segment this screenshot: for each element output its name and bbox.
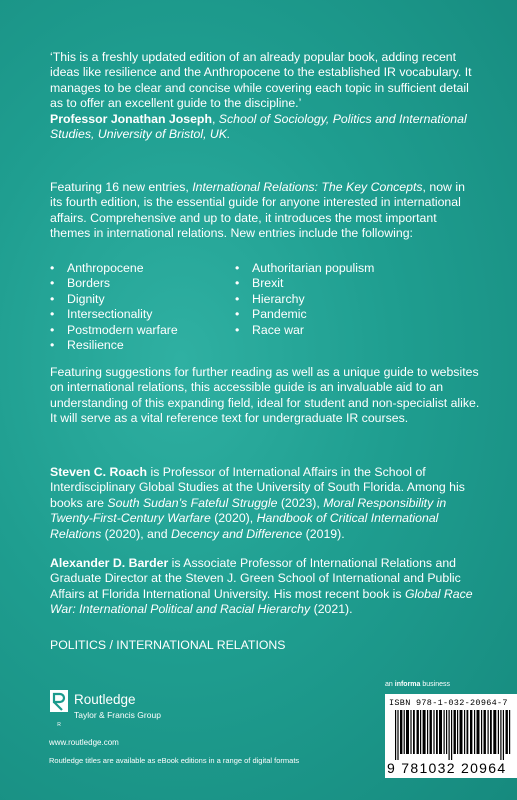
bullet-icon: • xyxy=(235,261,240,275)
description xyxy=(50,180,480,242)
endorser-name: Professor Jonathan Joseph xyxy=(50,111,212,126)
bullet-icon: • xyxy=(50,322,55,337)
featuring-paragraph: Featuring suggestions for further reading as well as a unique guide to websites on international relations, this accessible guide is an invaluable aid to an understanding of this expanding field, ideal for student and non-specialist alike. It will serve as a vital reference text for undergraduate IR courses. xyxy=(50,365,480,426)
book-title: Global Race War: International Political and Racial Hierarchy xyxy=(50,586,473,617)
endorsement-quote: ‘This is a freshly updated edition of an already popular book, adding recent ideas like resilience and the Anthropocene to the established IR vocabulary. It manages to be clear and concise while covering each topic in sufficient detail as to offer an excellent guide to the discipline.’ xyxy=(50,50,472,111)
bullet-icon: • xyxy=(50,261,55,275)
publisher-name: Routledge xyxy=(74,692,136,707)
list-item: • Anthropocene xyxy=(50,261,144,275)
book-title: Moral Responsibility in Twenty-First-Century Warfare xyxy=(50,495,447,526)
publisher-logo xyxy=(49,688,229,738)
book-title: Handbook of Critical International Relations xyxy=(50,511,439,541)
bullet-icon: • xyxy=(235,322,240,337)
list-item: • Authoritarian populism xyxy=(235,261,375,275)
isbn-barcode xyxy=(385,694,517,778)
bullet-icon: • xyxy=(235,307,240,322)
description-rest: , now in its fourth edition, is the essential guide for anyone interested in international affairs. Comprehensive and up to date, it introduces the most important themes in international relations. New entries include the following: xyxy=(50,180,465,241)
bullet-icon: • xyxy=(50,276,55,291)
author-bio-barder: Alexander D. Barder is Associate Professor of International Relations and Graduate Director at the Steven J. Green School of International and Public Affairs at Florida International University. His most recent book is Global Race War: International Political and Racial Hierarchy (2021). xyxy=(50,556,473,617)
bullet-icon: • xyxy=(235,276,240,291)
list-item: • Resilience xyxy=(50,338,124,353)
entries-right-column xyxy=(235,261,420,353)
author-name: Alexander D. Barder xyxy=(50,556,169,570)
list-item: • Race war xyxy=(235,322,304,337)
book-title: International Relations: The Key Concepts xyxy=(192,180,423,194)
endorsement: ‘This is a freshly updated edition of an already popular book, adding recent ideas like resilience and the Anthropocene to the established IR vocabulary. It manages to be clear and concise while covering each topic in sufficient detail as to offer an excellent guide to the discipline.’ Professor Jonathan Joseph, School of Sociology, Politics and International Studies, University of Bristol, UK. xyxy=(50,50,472,142)
description-lead: Featuring 16 new entries, xyxy=(50,180,189,194)
new-entries-list xyxy=(50,261,480,353)
entries-left-column xyxy=(50,261,235,353)
list-item: • Hierarchy xyxy=(235,291,305,306)
list-item: • Borders xyxy=(50,276,111,291)
list-item: • Brexit xyxy=(235,276,284,291)
bullet-icon: • xyxy=(235,291,240,306)
barcode-icon xyxy=(395,710,513,760)
ebook-note: Routledge titles are available as eBook editions in a range of digital formats xyxy=(49,756,300,765)
book-title: South Sudan’s Fateful Struggle xyxy=(107,495,278,510)
list-item: • Pandemic xyxy=(235,307,307,322)
bullet-icon: • xyxy=(50,291,55,306)
isbn-label: ISBN 978-1-032-20964-7 xyxy=(389,698,508,708)
informa-tagline: an informa business xyxy=(385,681,451,688)
endorser-affiliation: School of Sociology, Politics and International Studies, University of Bristol, UK. xyxy=(50,111,467,142)
list-item: • Dignity xyxy=(50,291,105,306)
author-name: Steven C. Roach xyxy=(50,465,148,479)
author-bio-roach: Steven C. Roach is Professor of International Affairs in the School of Interdisciplinary Global Studies at the University of South Florida. Among his books are South Sudan’s Fateful Struggle (2023), Moral Responsibility in Twenty-First-Century Warfare (2020), Handbook of Critical International Relations (2020), and Decency and Difference (2019). xyxy=(50,465,465,541)
publisher-url[interactable]: www.routledge.com xyxy=(49,738,119,747)
barcode-digits: 9 781032 20964 xyxy=(387,760,507,776)
list-item: • Intersectionality xyxy=(50,307,153,322)
routledge-r-icon xyxy=(49,690,69,730)
list-item: • Postmodern warfare xyxy=(50,322,178,337)
subject-category: POLITICS / INTERNATIONAL RELATIONS xyxy=(50,638,286,652)
bullet-icon: • xyxy=(50,307,55,322)
book-title: Decency and Difference xyxy=(171,526,303,541)
publisher-group: Taylor & Francis Group xyxy=(74,710,161,720)
bullet-icon: • xyxy=(50,338,55,353)
svg-text:R: R xyxy=(57,722,61,728)
